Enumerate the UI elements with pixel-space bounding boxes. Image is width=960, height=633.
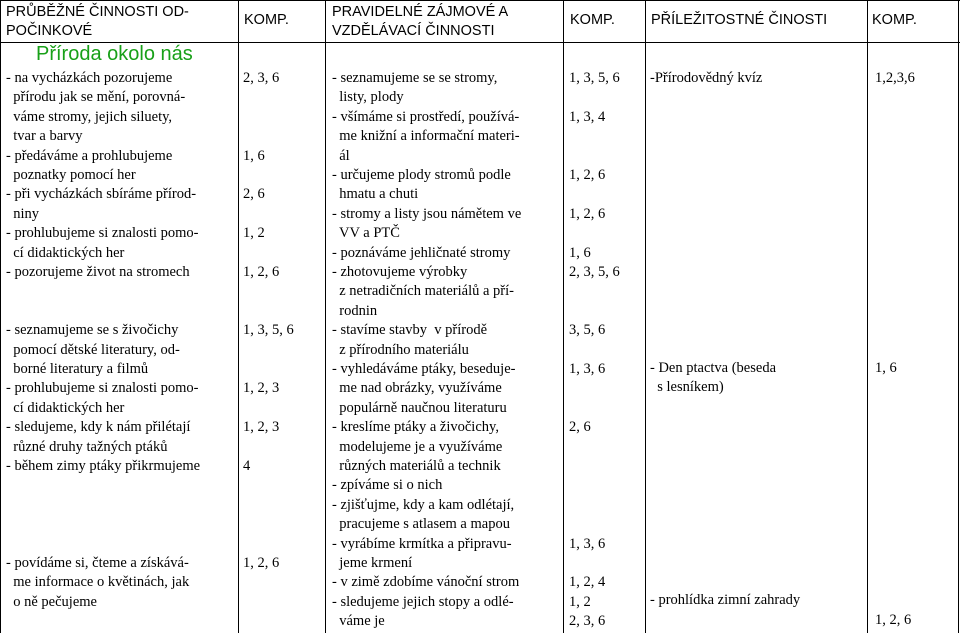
col2-lines-line: - vyrábíme krmítka a připravu- [332,535,512,552]
komp3-bird-day: 1, 6 [875,360,897,376]
column-divider-7 [958,0,959,633]
komp1-lines-line: 1, 2, 6 [243,264,280,280]
col1-lines-line: - seznamujeme se s živočichy [6,322,179,339]
col2-lines-line: - stromy a listy jsou námětem ve [332,205,522,222]
column-divider-2 [238,0,239,633]
col2-lines-line: - zjišťujme, kdy a kam odlétají, [332,496,515,513]
col1-lines-line: cí didaktických her [6,399,125,416]
komp2-lines-line: 1, 3, 6 [569,535,606,552]
col1-lines-line: - při vycházkách sbíráme přírod- [6,186,197,203]
col1-lines-line: pomocí dětské literatury, od- [6,341,180,358]
header-col1: PRŮBĚŽNÉ ČINNOSTI OD- POČINKOVÉ [6,4,189,39]
col2-lines-line: - určujeme plody stromů podle [332,167,511,183]
col2-lines-line: me knižní a informační materi- [332,128,520,145]
komp2-lines-line: 1, 3, 4 [569,108,606,125]
col2-lines-line: pracujeme s atlasem a mapou [332,516,510,533]
komp2-lines-line: 1, 2, 6 [569,167,606,183]
col1-lines-line: - na vycházkách pozorujeme [6,70,173,86]
col1-lines-line: - prohlubujeme si znalosti pomo- [6,225,199,242]
column-divider-1 [0,0,1,633]
col1-lines-line: - povídáme si, čteme a získává- [6,555,189,571]
header-col3: PŘÍLEŽITOSTNÉ ČINOSTI [651,12,828,28]
komp1-lines-line: 2, 3, 6 [243,70,280,86]
col1-lines-line: - během zimy ptáky přikrmujeme [6,458,201,474]
col1-lines-line: me informace o květinách, jak [6,574,190,591]
col2-lines-line: - seznamujeme se se stromy, [332,70,498,86]
col2-lines-line: - poznáváme jehličnaté stromy [332,244,511,261]
komp2-lines-line: 1, 3, 5, 6 [569,70,620,86]
komp1-lines-line: 4 [243,458,251,474]
col2-lines-line: me nad obrázky, využíváme [332,380,502,397]
col1-lines-line: cí didaktických her [6,244,125,261]
komp2-lines-line: 1, 3, 6 [569,361,606,377]
section-title: Příroda okolo nás [36,43,193,65]
komp1-lines-line: 1, 6 [243,147,265,164]
column-divider-5 [645,0,646,633]
komp2-lines-line: 2, 3, 5, 6 [569,264,620,280]
col1-lines-line: - sledujeme, kdy k nám přilétají [6,419,191,436]
col2-lines-line: VV a PTČ [332,225,400,242]
komp2-lines-line: 1, 2, 6 [569,205,606,222]
column-divider-3 [325,0,326,633]
col1-lines-line: přírodu jak se mění, porovná- [6,89,186,106]
header-komp1: KOMP. [244,12,289,28]
col2-lines-line: rodnin [332,302,378,319]
col2-lines-line: různých materiálů a technik [332,458,501,474]
col2-lines-line: populárně naučnou literaturu [332,399,507,416]
komp3-quiz: 1,2,3,6 [875,70,915,86]
col2-lines-line: modelujeme je a využíváme [332,438,503,455]
column-divider-4 [563,0,564,633]
komp3-winter-garden: 1, 2, 6 [875,612,912,628]
col1-lines-line: váme stromy, jejich siluety, [6,108,173,125]
header-komp2: KOMP. [570,12,615,28]
komp1-lines-line: 1, 3, 5, 6 [243,322,294,339]
col2-lines-line: - stavíme stavby v přírodě [332,322,488,339]
komp2-lines-line: 1, 2 [569,593,591,610]
column-divider-6 [867,0,868,633]
col2-lines-line: z přírodního materiálu [332,341,469,358]
col2-lines-line: hmatu a chuti [332,186,419,203]
col1-lines-line: poznatky pomocí her [6,167,136,183]
col2-lines-line: - kreslíme ptáky a živočichy, [332,419,499,436]
col3-quiz: -Přírodovědný kvíz [650,70,763,86]
col1-lines-line: tvar a barvy [6,128,83,145]
col1-lines-line: o ně pečujeme [6,593,97,610]
komp1-lines-line: 1, 2, 6 [243,555,280,571]
komp2-lines-line: 1, 2, 4 [569,574,606,591]
col2-lines-line: - zpíváme si o nich [332,477,443,494]
header-col2: PRAVIDELNÉ ZÁJMOVÉ A VZDĚLÁVACÍ ČINNOSTI [332,4,509,39]
komp1-lines-line: 1, 2, 3 [243,419,280,436]
col3-bird-day: - Den ptactva (beseda s lesníkem) [650,360,777,396]
komp1-lines-line: 1, 2 [243,225,265,242]
header-komp3: KOMP. [872,12,917,28]
col1-lines-line: borné literatury a filmů [6,361,149,377]
col2-lines-line: - všímáme si prostředí, používá- [332,108,520,125]
col2-lines-line: - zhotovujeme výrobky [332,264,468,280]
col2-lines-line: - vyhledáváme ptáky, besedujе- [332,361,516,377]
komp1-lines-line: 2, 6 [243,186,265,203]
header-top-border [0,0,960,1]
col2-lines-line: jeme krmení [332,555,413,571]
col2-lines-line: - sledujeme jejich stopy a odlé- [332,593,514,610]
col1-lines-line: niny [6,205,40,222]
col1-lines-line: - pozorujeme život na stromech [6,264,190,280]
col1-lines-line: různé druhy tažných ptáků [6,438,168,455]
col2-lines-line: - v zimě zdobíme vánoční strom [332,574,520,591]
komp2-lines-line: 3, 5, 6 [569,322,606,339]
komp1-lines-line: 1, 2, 3 [243,380,280,397]
col2-lines-line: listy, plody [332,89,404,106]
col3-winter-garden: - prohlídka zimní zahrady [650,592,801,608]
col1-lines-line: - prohlubujeme si znalosti pomo- [6,380,199,397]
komp2-lines-line: 1, 6 [569,244,591,261]
komp2-lines-line: 2, 3, 6 [569,613,606,630]
col2-lines-line: z netradičních materiálů a pří- [332,283,514,300]
col2-lines-line: váme je [332,613,385,630]
komp2-lines-line: 2, 6 [569,419,591,436]
col1-lines-line: - předáváme a prohlubujeme [6,147,173,164]
col2-lines-line: ál [332,147,350,164]
